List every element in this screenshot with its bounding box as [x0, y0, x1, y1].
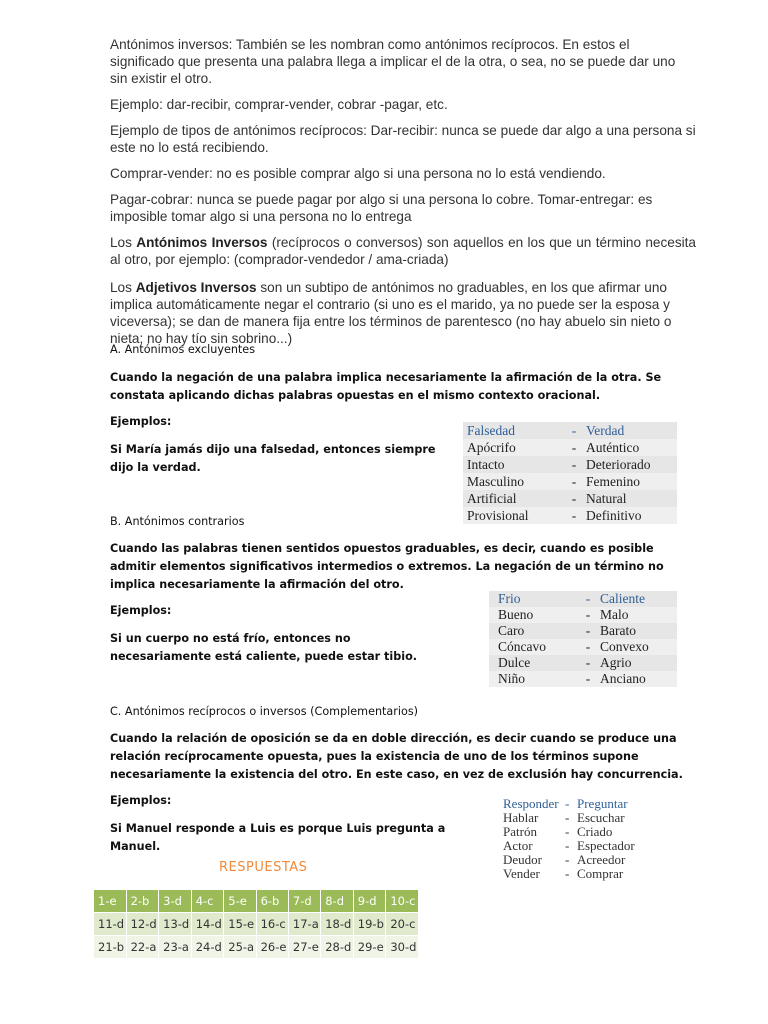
table-row: [94, 936, 419, 959]
answer-cell: 18-d: [321, 913, 354, 936]
paragraph-adjetivos-inversos: Los Adjetivos Inversos son un subtipo de antónimos no graduables, en los que afirmar uno implica automáticamente negar el contrario (si uno es el marido, ya no puede ser la esposa y viceversa); se dan de manera fija entre los términos de parentesco (no hay abuelo sin nieto o nieta; no hay tío sin sobrino...): [110, 280, 672, 346]
paragraph-antonimos-inversos: Antónimos inversos: También se les nombran como antónimos recíprocos. En estos el significado que presenta una palabra llega a implicar el de la otra, o sea, no se puede dar uno sin existir el otro.: [110, 37, 676, 86]
table-row: Deudor - Acreedor: [503, 852, 626, 867]
answer-cell: 19-b: [353, 913, 386, 936]
answer-cell: 13-d: [159, 913, 192, 936]
table-row: Masculino - Femenino: [463, 473, 677, 490]
answer-cell: 9-d: [353, 890, 386, 913]
section-a-example: Si María jamás dijo una falsedad, entonces siempre dijo la verdad.: [110, 443, 436, 474]
answer-cell: 26-e: [256, 936, 288, 959]
answer-cell: 27-e: [288, 936, 320, 959]
section-c-definition: Cuando la relación de oposición se da en doble dirección, es decir cuando se produce una relación recíprocamente opuesta, pues la existencia de uno de los términos supone necesariamente la existencia del otro. En este caso, en vez de exclusión hay concurrencia.: [110, 732, 683, 781]
table-row: Falsedad - Verdad: [463, 422, 677, 439]
table-row: Niño - Anciano: [489, 671, 677, 687]
answers-table: [93, 889, 419, 959]
answer-cell: 24-d: [191, 936, 224, 959]
section-c-heading: C. Antónimos recíprocos o inversos (Complementarios): [110, 705, 419, 718]
paragraph-comprar-vender: Comprar-vender: no es posible comprar algo si una persona no lo está vendiendo.: [110, 166, 606, 181]
table-row: Frio - Caliente: [489, 591, 677, 607]
answer-cell: 2-b: [126, 890, 159, 913]
table-excluyentes: [463, 422, 677, 524]
section-c-example: Si Manuel responde a Luis es porque Luis pregunta a Manuel.: [110, 822, 446, 853]
table-row: [94, 913, 419, 936]
bold-term: Antónimos Inversos: [136, 235, 268, 250]
table-row: Provisional - Definitivo: [463, 507, 677, 524]
table-row: Patrón - Criado: [503, 824, 613, 839]
section-a-heading: A. Antónimos excluyentes: [110, 343, 256, 356]
answer-cell: 28-d: [321, 936, 354, 959]
answer-cell: 14-d: [191, 913, 224, 936]
answer-cell: 30-d: [386, 936, 419, 959]
paragraph-antonimos-inversos-def: Los Antónimos Inversos (recíprocos o conversos) son aquellos en los que un término necesita al otro, por ejemplo: (comprador-vendedor / ama-criada): [110, 235, 696, 267]
answer-cell: 20-c: [386, 913, 419, 936]
paragraph-pagar-cobrar: Pagar-cobrar: nunca se puede pagar por algo si una persona lo cobre. Tomar-entregar: es imposible tomar algo si una persona no lo entrega: [110, 192, 653, 224]
section-b-heading: B. Antónimos contrarios: [110, 515, 245, 528]
table-row: Caro - Barato: [489, 623, 677, 639]
table-row: Hablar - Escuchar: [503, 810, 625, 825]
table-contrarios: [489, 591, 677, 687]
table-row: Cóncavo - Convexo: [489, 639, 677, 655]
answer-cell: 1-e: [94, 890, 127, 913]
answer-cell: 12-d: [126, 913, 159, 936]
table-row: [94, 890, 419, 913]
section-b-definition: Cuando las palabras tienen sentidos opuestos graduables, es decir, cuando es posible admitir elementos significativos intermedios o extremos. La negación de un término no implica necesariamente la afirmación del otro.: [110, 542, 664, 591]
answer-cell: 4-c: [191, 890, 224, 913]
answer-cell: 6-b: [256, 890, 288, 913]
table-row: Artificial - Natural: [463, 490, 677, 507]
section-b-example: Si un cuerpo no está frío, entonces no necesariamente está caliente, puede estar tibio.: [110, 632, 418, 663]
answer-cell: 7-d: [288, 890, 320, 913]
table-row: Actor - Espectador: [503, 838, 635, 853]
table-row: Intacto - Deteriorado: [463, 456, 677, 473]
answer-cell: 10-c: [386, 890, 419, 913]
answer-cell: 11-d: [94, 913, 127, 936]
bold-term: Adjetivos Inversos: [135, 280, 257, 295]
table-reciprocos: [503, 797, 635, 881]
table-row: Responder - Preguntar: [503, 796, 628, 811]
table-row: Vender - Comprar: [503, 866, 624, 881]
answer-cell: 15-e: [224, 913, 256, 936]
table-row: Apócrifo - Auténtico: [463, 439, 677, 456]
answer-cell: 29-e: [353, 936, 386, 959]
paragraph-tipos-reciprocos: Ejemplo de tipos de antónimos recíprocos: Dar-recibir: nunca se puede dar algo a una persona si este no lo está recibiendo.: [110, 123, 696, 155]
section-a-examples-label: Ejemplos:: [110, 415, 172, 428]
paragraph-ejemplo: Ejemplo: dar-recibir, comprar-vender, cobrar -pagar, etc.: [110, 97, 448, 112]
answer-cell: 3-d: [159, 890, 192, 913]
table-row: Bueno - Malo: [489, 607, 677, 623]
answer-cell: 22-a: [126, 936, 159, 959]
answer-cell: 5-e: [224, 890, 256, 913]
answer-cell: 25-a: [224, 936, 256, 959]
section-c-examples-label: Ejemplos:: [110, 794, 172, 807]
table-row: Dulce - Agrio: [489, 655, 677, 671]
answers-title: RESPUESTAS: [219, 860, 308, 875]
answer-cell: 8-d: [321, 890, 354, 913]
answer-cell: 21-b: [94, 936, 127, 959]
section-a-definition: Cuando la negación de una palabra implica necesariamente la afirmación de la otra. Se constata aplicando dichas palabras opuestas en el mismo contexto oracional.: [110, 371, 662, 402]
answer-cell: 17-a: [288, 913, 320, 936]
section-b-examples-label: Ejemplos:: [110, 604, 172, 617]
answer-cell: 23-a: [159, 936, 192, 959]
answer-cell: 16-c: [256, 913, 288, 936]
